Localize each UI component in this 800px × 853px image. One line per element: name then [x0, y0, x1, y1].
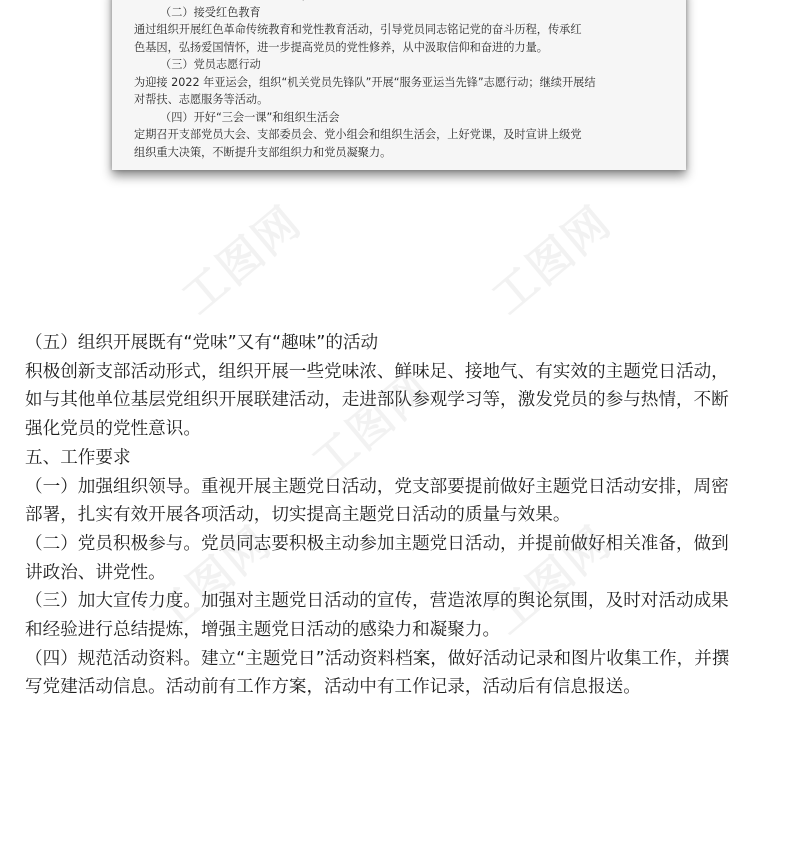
- paragraph-line: （四）规范活动资料。建立“主题党日”活动资料档案，做好活动记录和图片收集工作，并撰: [25, 648, 730, 669]
- preview-line: 为迎接 2022 年亚运会，组织“机关党员先锋队”开展“服务亚运当先锋”志愿行动；继续开展结: [134, 75, 596, 89]
- watermark: 工图网: [142, 516, 282, 645]
- paragraph-line: 强化党员的党性意识。: [25, 419, 201, 440]
- paragraph-line: （一）加强组织领导。重视开展主题党日活动，党支部要提前做好主题党日活动安排，周密: [25, 476, 729, 497]
- document-preview-text: [134, 0, 666, 161]
- preview-line: 组织重大决策，不断提升支部组织力和党员凝聚力。: [134, 145, 392, 159]
- paragraph-line: 部署，扎实有效开展各项活动，切实提高主题党日活动的质量与效果。: [25, 505, 571, 526]
- section-heading: （五）组织开展既有“党味”又有“趣味”的活动: [25, 333, 379, 353]
- paragraph-line: 积极创新支部活动形式，组织开展一些党味浓、鲜味足、接地气、有实效的主题党日活动，: [25, 361, 729, 382]
- preview-heading: （三）党员志愿行动: [160, 58, 261, 71]
- preview-heading: （四）开好“三会一课”和组织生活会: [160, 110, 340, 124]
- paragraph-line: 如与其他单位基层党组织开展联建活动，走进部队参观学习等，激发党员的参与热情，不断: [25, 390, 729, 411]
- paragraph-line: 和经验进行总结提炼，增强主题党日活动的感染力和凝聚力。: [25, 620, 501, 641]
- document-body: [25, 329, 785, 702]
- paragraph-line: （三）加大宣传力度。加强对主题党日活动的宣传，营造浓厚的舆论氛围，及时对活动成果: [25, 591, 729, 612]
- section-heading: 五、工作要求: [25, 447, 131, 468]
- preview-heading: （二）接受红色教育: [160, 5, 261, 19]
- preview-line: 定期召开支部党员大会、支部委员会、党小组会和组织生活会，上好党课，及时宣讲上级党: [134, 128, 582, 141]
- paragraph-line: （二）党员积极参与。党员同志要积极主动参加主题党日活动，并提前做好相关准备，做到: [25, 533, 729, 554]
- paragraph-line: 写党建活动信息。活动前有工作方案，活动中有工作记录，活动后有信息报送。: [25, 677, 641, 698]
- preview-line: 色基因，弘扬爱国情怀，进一步提高党员的党性修养，从中汲取信仰和奋进的力量。: [134, 40, 548, 54]
- watermark: 工图网: [302, 361, 442, 490]
- preview-line: 对帮扶、志愿服务等活动。: [134, 93, 269, 106]
- watermark: 工图网: [482, 516, 622, 645]
- watermark: 工图网: [172, 196, 312, 325]
- paragraph-line: 讲政治、讲党性。: [25, 562, 166, 583]
- preview-line: 通过组织开展红色革命传统教育和党性教育活动，引导党员同志铭记党的奋斗历程，传承红: [134, 23, 582, 36]
- document-preview-card: [112, 0, 686, 170]
- watermark: 工图网: [482, 196, 622, 325]
